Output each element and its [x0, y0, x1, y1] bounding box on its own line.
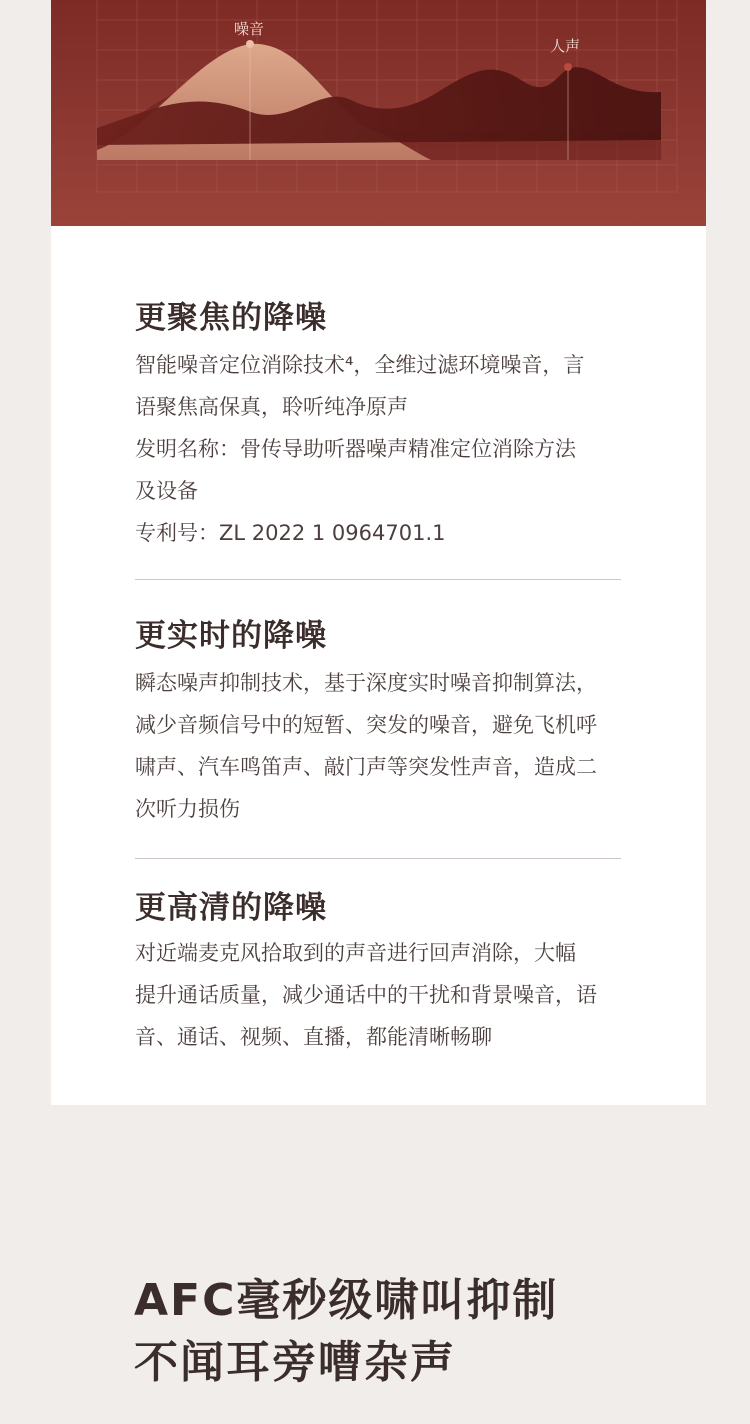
- voice-label: 人声: [550, 37, 581, 55]
- noise-waveform-banner: [51, 0, 706, 226]
- section-text-line: 对近端麦克风拾取到的声音进行回声消除，大幅: [135, 941, 576, 965]
- section-text-line: 语聚焦高保真，聆听纯净原声: [135, 395, 408, 419]
- section-text-line: 啸声、汽车鸣笛声、敲门声等突发性声音，造成二: [135, 755, 597, 779]
- voice-peak-dot: [564, 63, 572, 71]
- section-text-line: 次听力损伤: [135, 797, 240, 821]
- noise-peak-dot: [246, 40, 254, 48]
- section-text-line: 瞬态噪声抑制技术，基于深度实时噪音抑制算法，: [135, 671, 597, 695]
- section-divider: [135, 858, 621, 859]
- section-text-line: 提升通话质量，减少通话中的干扰和背景噪音，语: [135, 983, 597, 1007]
- section-title: 更聚焦的降噪: [135, 300, 327, 336]
- noise-reduction-card: [51, 226, 706, 1105]
- section-text-line: 智能噪音定位消除技术⁴，全维过滤环境噪音，言: [135, 353, 585, 377]
- noise-label: 噪音: [234, 20, 265, 38]
- afc-headline-line1: AFC毫秒级啸叫抑制: [134, 1275, 559, 1326]
- section-realtime-noise-reduction: [135, 616, 625, 830]
- section-divider: [135, 579, 621, 580]
- section-title: 更高清的降噪: [135, 890, 327, 926]
- section-text-line: 减少音频信号中的短暂、突发的噪音，避免飞机呼: [135, 713, 597, 737]
- section-focused-noise-reduction: [135, 298, 625, 554]
- section-text-line: 及设备: [135, 479, 198, 503]
- afc-headline-line2: 不闻耳旁嘈杂声: [134, 1337, 456, 1388]
- afc-headline: [134, 1270, 558, 1394]
- section-text-line: 音、通话、视频、直播，都能清晰畅聊: [135, 1025, 492, 1049]
- patent-number: 专利号：ZL 2022 1 0964701.1: [135, 521, 446, 545]
- voice-wave: [97, 67, 661, 145]
- section-title: 更实时的降噪: [135, 618, 327, 654]
- section-hd-noise-reduction: [135, 888, 625, 1058]
- section-text-line: 发明名称：骨传导助听器噪声精准定位消除方法: [135, 437, 576, 461]
- waveform-graphic: [51, 0, 706, 226]
